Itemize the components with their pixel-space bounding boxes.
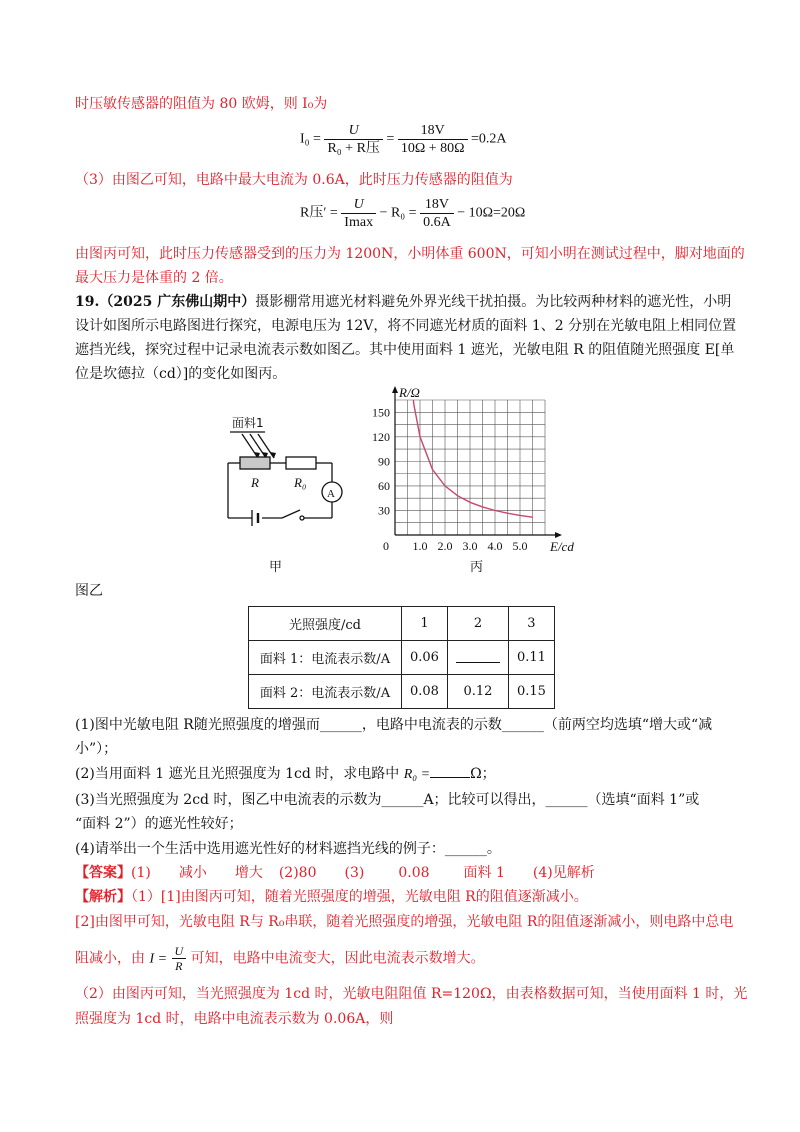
eq2-f1-den: Imax xyxy=(344,215,374,230)
solution-line-1: 时压敏传感器的阻值为 80 欧姆，则 I₀为 xyxy=(75,96,328,112)
x-tick-label: 3.0 xyxy=(462,539,478,553)
table-cell: 0.12 xyxy=(447,675,508,709)
eq1-f1-den: R₀ + R压 xyxy=(327,141,380,156)
table-cell: 0.15 xyxy=(508,675,554,709)
table-cell: 0.11 xyxy=(508,641,554,675)
y-axis-arrow xyxy=(392,386,398,393)
eq2-f2-den: 0.6A xyxy=(423,215,451,230)
table-row xyxy=(249,641,555,675)
eq1-fraction-2 xyxy=(398,122,468,157)
figure-jia-caption: 甲 xyxy=(269,560,283,575)
subquestion-1b: 小”）； xyxy=(75,741,118,757)
subquestion-3a: (3)当光照强度为 2cd 时，图乙中电流表的示数为______A；比较可以得出，______（选填“面料 1”或 xyxy=(75,792,700,808)
eq2-f2-num: 18V xyxy=(420,196,454,214)
eq1-equals: = xyxy=(386,131,395,147)
question-number: 19. xyxy=(75,294,100,310)
table-row xyxy=(249,675,555,709)
analysis-line-3 xyxy=(75,944,485,973)
answer-item: (1) xyxy=(131,865,151,881)
chart-curve xyxy=(413,400,532,517)
analysis-line-5: 照强度为 1cd 时，电路中电流表示数为 0.06A，则 xyxy=(75,1011,394,1027)
question-text-1: 摄影棚常用遮光材料避免外界光线干扰拍摄。为比较两种材料的遮光性，小明 xyxy=(255,294,732,310)
x-tick-label: 4.0 xyxy=(487,539,503,553)
y-tick-label: 120 xyxy=(372,429,390,444)
answer-item: (3) xyxy=(344,865,365,881)
chart-y-axis-label: R/Ω xyxy=(399,385,420,400)
analysis-text-3b: 可知，电路中电流变大，因此电流表示数增大。 xyxy=(190,950,485,967)
x-axis-arrow xyxy=(555,532,562,538)
question-line-1 xyxy=(75,292,731,312)
equation-r-prime xyxy=(300,196,525,231)
answer-item: 0.08 xyxy=(398,865,430,881)
answer-line xyxy=(75,863,595,883)
question-source: （2025 广东佛山期中） xyxy=(99,294,256,310)
question-line-3: 遮挡光线，探究过程中记录电流表示数如图乙。其中使用面料 1 遮光，光敏电阻 R 的阻值随光照强度 E[单 xyxy=(75,342,735,358)
x-tick-label: 5.0 xyxy=(512,539,528,553)
r0-symbol: R₀ = xyxy=(403,767,431,782)
chart-caption: 丙 xyxy=(470,560,484,575)
ohms-law-fraction xyxy=(172,944,187,973)
table-cell-blank xyxy=(447,641,508,675)
y-tick-label: 60 xyxy=(378,478,390,493)
solution-line-3: 由图丙可知，此时压力传感器受到的压力为 1200N，小明体重 600N，可知小明在测试过程中，脚对地面的 xyxy=(75,246,745,262)
answer-item: 面料 1 xyxy=(463,865,505,881)
solution-line-2: （3）由图乙可知，电路中最大电流为 0.6A，此时压力传感器的阻值为 xyxy=(75,172,513,188)
answer-item: (2)80 xyxy=(278,865,317,881)
ohms-law-num: U xyxy=(172,944,187,959)
table-cell: 0.06 xyxy=(402,641,448,675)
r0-resistor xyxy=(286,457,316,469)
table-header-row xyxy=(249,607,555,641)
chart-x-axis-label: E/cd xyxy=(550,539,574,554)
table-cell: 面料 1：电流表示数/A xyxy=(249,641,402,675)
table-header-cell: 3 xyxy=(508,607,554,641)
figure-yi-label: 图乙 xyxy=(75,583,103,599)
analysis-tag: 【解析】 xyxy=(75,889,131,905)
resistance-vs-illuminance-chart xyxy=(360,385,590,575)
answer-item: (4)见解析 xyxy=(532,865,595,881)
chart-axes xyxy=(392,386,562,538)
eq2-fraction-2 xyxy=(420,196,454,231)
answer-blank[interactable] xyxy=(456,648,500,663)
switch xyxy=(282,510,300,518)
circuit-diagram xyxy=(220,410,350,580)
analysis-text-3a: 阻减小，由 xyxy=(75,950,145,967)
eq2-lhs: R压′ = xyxy=(300,205,338,221)
photoresistor xyxy=(240,457,270,469)
table-header-cell: 2 xyxy=(447,607,508,641)
answer-tag: 【答案】 xyxy=(75,865,131,881)
eq2-f1-num: U xyxy=(341,196,376,214)
eq1-f2-num: 18V xyxy=(398,122,468,140)
table-cell: 0.08 xyxy=(402,675,448,709)
subquestion-3b: “面料 2”）的遮光性较好； xyxy=(75,816,243,832)
y-tick-label: 150 xyxy=(372,405,390,420)
eq1-f1-num: U xyxy=(324,122,382,140)
subquestion-2 xyxy=(75,764,496,785)
answer-blank[interactable] xyxy=(430,777,470,778)
eq1-fraction-1 xyxy=(324,122,382,157)
table-cell: 面料 2：电流表示数/A xyxy=(249,675,402,709)
table-header-cell: 1 xyxy=(402,607,448,641)
y-tick-label: 90 xyxy=(378,454,390,469)
answer-item: 增大 xyxy=(234,865,263,881)
ohms-law-den: R xyxy=(175,959,183,973)
eq1-f2-den: 10Ω + 80Ω xyxy=(400,141,465,156)
eq2-fraction-1 xyxy=(341,196,376,231)
solution-line-4: 最大压力是体重的 2 倍。 xyxy=(75,270,233,286)
r0-label: R₀ xyxy=(294,475,307,490)
switch-contact xyxy=(300,516,304,520)
ohms-law-lhs: I = xyxy=(149,951,168,967)
subquestion-4: (4)请举出一个生活中选用遮光性好的材料遮挡光线的例子：______。 xyxy=(75,841,501,857)
equation-i0 xyxy=(300,122,507,157)
answer-item: 减小 xyxy=(178,865,207,881)
eq2-mid: − R₀ = xyxy=(379,205,417,221)
x-tick-label: 2.0 xyxy=(437,539,453,553)
analysis-line-2: [2]由图甲可知，光敏电阻 R与 R₀串联，随着光照强度的增强，光敏电阻 R的阻值逐渐减小，则电路中总电 xyxy=(75,914,734,930)
fabric-label: 面料1 xyxy=(232,416,264,430)
subquestion-2-text: (2)当用面料 1 遮光且光照强度为 1cd 时，求电路中 xyxy=(75,766,400,782)
ohm-unit: Ω； xyxy=(470,766,496,782)
ammeter-label: A xyxy=(327,488,335,500)
eq2-result: − 10Ω=20Ω xyxy=(457,205,526,221)
r-label: R xyxy=(251,475,259,490)
table-header-cell: 光照强度/cd xyxy=(249,607,402,641)
subquestion-1a: (1)图中光敏电阻 R随光照强度的增强而______，电路中电流表的示数______（前两空均选填“增大或“减 xyxy=(75,717,713,733)
x-tick-label: 1.0 xyxy=(412,539,428,553)
question-line-2: 设计如图所示电路图进行探究，电源电压为 12V，将不同遮光材质的面料 1、2 分别在光敏电阻上相同位置 xyxy=(75,318,737,334)
y-tick-label: 30 xyxy=(378,503,390,518)
analysis-line-4: （2）由图丙可知，当光照强度为 1cd 时，光敏电阻阻值 R=120Ω，由表格数据可知，当使用面料 1 时，光 xyxy=(75,986,748,1002)
eq1-lhs: I₀ = xyxy=(300,131,321,147)
analysis-line-1 xyxy=(75,887,588,907)
question-line-4: 位是坎德拉（cd）]的变化如图丙。 xyxy=(75,366,287,382)
analysis-text-1: （1）[1]由图丙可知，随着光照强度的增强，光敏电阻 R的阻值逐渐减小。 xyxy=(131,889,588,905)
eq1-result: =0.2A xyxy=(471,131,507,147)
x-tick-label: 0 xyxy=(383,539,389,553)
current-data-table xyxy=(248,606,555,709)
